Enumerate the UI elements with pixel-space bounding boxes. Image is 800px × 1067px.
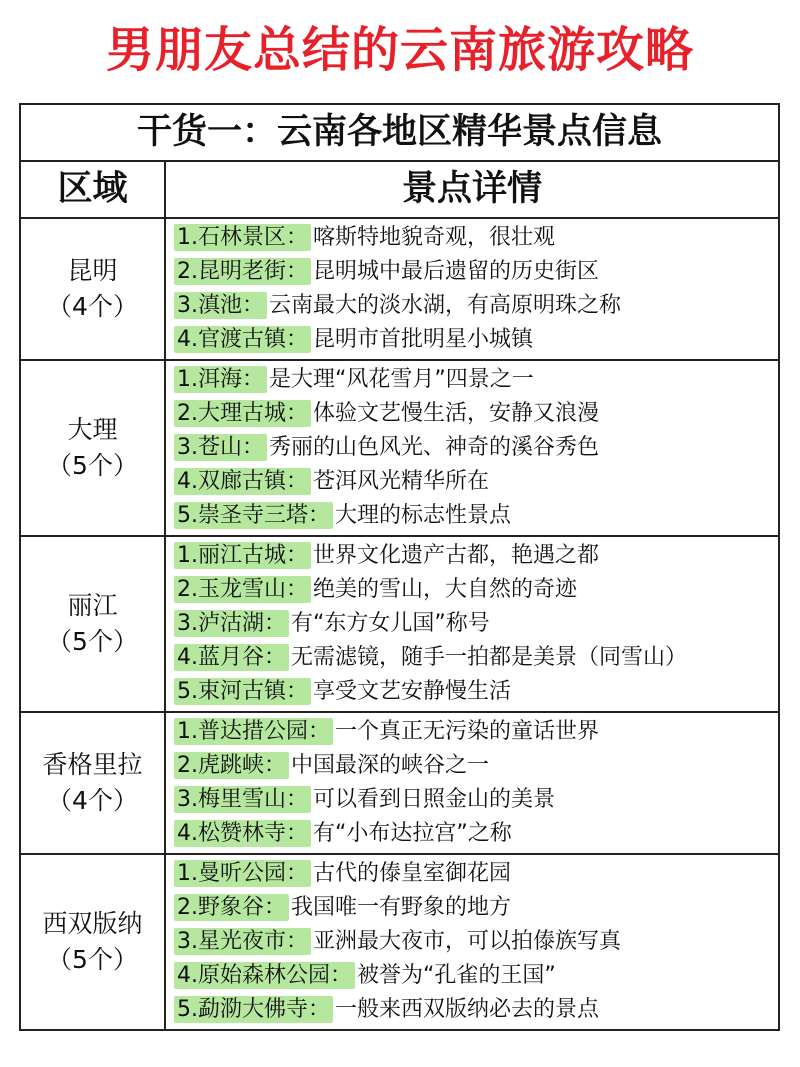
spot-description: 喀斯特地貌奇观，很壮观 — [313, 225, 556, 250]
spot-item — [174, 925, 778, 959]
spot-name: 4.松赞林寺： — [174, 820, 311, 847]
spot-item — [174, 255, 778, 289]
spot-description: 绝美的雪山，大自然的奇迹 — [313, 577, 578, 602]
spot-item — [174, 607, 778, 641]
spot-name: 1.曼听公园： — [174, 860, 311, 887]
spot-name: 2.大理古城： — [174, 400, 311, 427]
spot-description: 云南最大的淡水湖，有高原明珠之称 — [269, 293, 622, 318]
region-count: （5个） — [47, 627, 138, 656]
detail-cell — [165, 712, 779, 854]
spot-description: 有“东方女儿国”称号 — [291, 611, 490, 636]
spot-name: 3.星光夜市： — [174, 928, 311, 955]
spot-name: 1.洱海： — [174, 366, 267, 393]
spot-name: 1.普达措公园： — [174, 718, 333, 745]
region-count: （5个） — [47, 945, 138, 974]
region-name: 丽江 — [67, 591, 118, 620]
detail-cell — [165, 218, 779, 360]
spot-name: 4.原始森林公园： — [174, 962, 355, 989]
spot-description: 昆明城中最后遗留的历史街区 — [313, 259, 600, 284]
spot-item — [174, 715, 778, 749]
spot-item — [174, 993, 778, 1027]
region-cell — [20, 854, 165, 1030]
spot-description: 大理的标志性景点 — [335, 503, 512, 528]
spot-description: 是大理“风花雪月”四景之一 — [269, 367, 534, 392]
spot-item — [174, 363, 778, 397]
spot-description: 秀丽的山色风光、神奇的溪谷秀色 — [269, 435, 600, 460]
spot-name: 1.丽江古城： — [174, 542, 311, 569]
header-row — [20, 161, 779, 218]
spot-name: 4.双廊古镇： — [174, 468, 311, 495]
header-region: 区域 — [20, 161, 165, 218]
spot-description: 亚洲最大夜市，可以拍傣族写真 — [313, 929, 622, 954]
region-cell — [20, 360, 165, 536]
region-row — [20, 712, 779, 854]
spot-name: 2.玉龙雪山： — [174, 576, 311, 603]
spot-name: 2.昆明老街： — [174, 258, 311, 285]
region-count: （4个） — [47, 292, 138, 321]
spot-description: 可以看到日照金山的美景 — [313, 787, 556, 812]
spot-name: 4.蓝月谷： — [174, 644, 289, 671]
spot-item — [174, 573, 778, 607]
region-count: （4个） — [47, 786, 138, 815]
spot-item — [174, 221, 778, 255]
region-row — [20, 854, 779, 1030]
spot-item — [174, 783, 778, 817]
spot-description: 古代的傣皇室御花园 — [313, 861, 512, 886]
spot-name: 5.崇圣寺三塔： — [174, 502, 333, 529]
region-name: 大理 — [67, 415, 118, 444]
region-row — [20, 536, 779, 712]
spot-description: 有“小布达拉宫”之称 — [313, 821, 512, 846]
spot-name: 3.泸沽湖： — [174, 610, 289, 637]
spot-item — [174, 817, 778, 851]
spot-item — [174, 289, 778, 323]
spot-name: 3.滇池： — [174, 292, 267, 319]
spot-item — [174, 749, 778, 783]
spot-item — [174, 891, 778, 925]
table-subtitle: 干货一：云南各地区精华景点信息 — [20, 104, 779, 161]
spot-item — [174, 431, 778, 465]
detail-cell — [165, 854, 779, 1030]
region-name: 西双版纳 — [42, 909, 143, 938]
spot-name: 4.官渡古镇： — [174, 326, 311, 353]
spot-item — [174, 641, 778, 675]
spot-description: 体验文艺慢生活，安静又浪漫 — [313, 401, 600, 426]
spot-description: 享受文艺安静慢生活 — [313, 679, 512, 704]
region-row — [20, 360, 779, 536]
header-details: 景点详情 — [165, 161, 779, 218]
subtitle-row — [20, 104, 779, 161]
spot-description: 被誉为“孔雀的王国” — [357, 963, 556, 988]
region-name: 香格里拉 — [42, 750, 143, 779]
spot-item — [174, 539, 778, 573]
spot-name: 3.梅里雪山： — [174, 786, 311, 813]
region-row — [20, 218, 779, 360]
spot-description: 中国最深的峡谷之一 — [291, 753, 490, 778]
spot-description: 一个真正无污染的童话世界 — [335, 719, 600, 744]
spot-description: 一般来西双版纳必去的景点 — [335, 997, 600, 1022]
spot-description: 我国唯一有野象的地方 — [291, 895, 512, 920]
spot-name: 2.野象谷： — [174, 894, 289, 921]
spot-name: 1.石林景区： — [174, 224, 311, 251]
region-name: 昆明 — [67, 256, 118, 285]
spot-item — [174, 959, 778, 993]
detail-cell — [165, 360, 779, 536]
spot-description: 无需滤镜，随手一拍都是美景（同雪山） — [291, 645, 688, 670]
spot-item — [174, 323, 778, 357]
spot-item — [174, 499, 778, 533]
spot-description: 世界文化遗产古都，艳遇之都 — [313, 543, 600, 568]
region-cell — [20, 536, 165, 712]
spot-name: 5.束河古镇： — [174, 678, 311, 705]
detail-cell — [165, 536, 779, 712]
region-cell — [20, 712, 165, 854]
spot-item — [174, 465, 778, 499]
spot-description: 苍洱风光精华所在 — [313, 469, 490, 494]
spot-description: 昆明市首批明星小城镇 — [313, 327, 534, 352]
region-count: （5个） — [47, 451, 138, 480]
spot-item — [174, 857, 778, 891]
spot-name: 5.勐泐大佛寺： — [174, 996, 333, 1023]
spot-name: 2.虎跳峡： — [174, 752, 289, 779]
spot-item — [174, 675, 778, 709]
spot-item — [174, 397, 778, 431]
attractions-table — [19, 103, 780, 1031]
spot-name: 3.苍山： — [174, 434, 267, 461]
region-cell — [20, 218, 165, 360]
main-title: 男朋友总结的云南旅游攻略 — [105, 22, 694, 78]
